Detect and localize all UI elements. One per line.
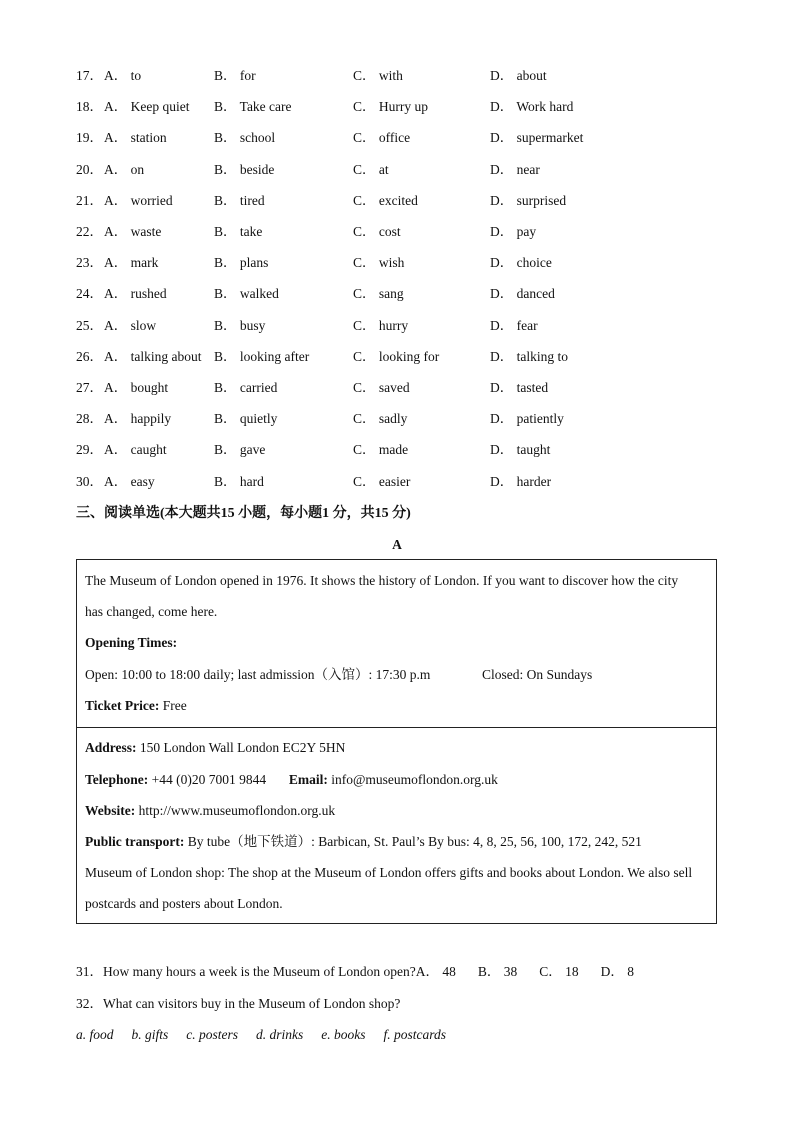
option-c[interactable]: C． made [353, 442, 409, 458]
transport-line [85, 832, 708, 852]
option-c[interactable]: C． cost [353, 224, 401, 239]
choice-item: c. posters [186, 1027, 239, 1042]
option-d[interactable]: D． taught [490, 442, 551, 458]
ticket-price-line [85, 696, 708, 716]
option-c[interactable]: C． easier [353, 473, 411, 489]
option-d[interactable]: D． pay [490, 224, 537, 239]
option-d[interactable]: D． patiently [490, 411, 564, 427]
question-number: 18． [76, 99, 103, 115]
question-number: 21． [76, 192, 103, 208]
option-d[interactable]: D． Work hard [490, 99, 574, 115]
option-a[interactable]: A． worried [104, 192, 173, 208]
option-b[interactable]: B． school [214, 130, 276, 146]
shop-line2: postcards and posters about London. [85, 896, 283, 911]
option-b[interactable]: B． for [214, 68, 256, 83]
question-number: 26． [76, 348, 103, 364]
closed-text: Closed: On Sundays [482, 667, 593, 682]
option-a[interactable]: A． talking about [104, 348, 202, 364]
option-a[interactable]: A． rushed [104, 286, 167, 302]
option-a[interactable]: A． waste [104, 224, 162, 239]
question-number: 27． [76, 380, 103, 395]
choice-item: f. postcards [383, 1027, 447, 1042]
website-line [85, 801, 708, 821]
choice-item: a. food [76, 1027, 114, 1042]
option-a[interactable]: A． mark [104, 255, 159, 271]
telephone-value: +44 (0)20 7001 9844 [148, 772, 267, 787]
option-b[interactable]: B． carried [214, 380, 278, 395]
address-line [85, 738, 708, 758]
question-31-option-a[interactable]: A． 48 [415, 964, 456, 979]
option-b[interactable]: B． take [214, 224, 263, 239]
option-a[interactable]: A． happily [104, 411, 172, 427]
option-a[interactable]: A． station [104, 130, 167, 146]
option-b[interactable]: B． quietly [214, 411, 278, 427]
option-c[interactable]: C． wish [353, 255, 405, 271]
option-a[interactable]: A． Keep quiet [104, 99, 190, 115]
question-31 [76, 962, 634, 982]
option-a[interactable]: A． slow [104, 317, 157, 333]
option-c[interactable]: C． excited [353, 192, 418, 208]
question-32-choices [76, 1025, 464, 1045]
opening-times-heading [85, 633, 708, 653]
shop-line1: Museum of London shop: The shop at the Museum of London offers gifts and books about London. We also sell [85, 865, 693, 880]
option-b[interactable]: B． Take care [214, 99, 292, 115]
question-number: 23． [76, 255, 103, 271]
option-c[interactable]: C． saved [353, 380, 410, 395]
option-b[interactable]: B． beside [214, 161, 275, 177]
option-c[interactable]: C． Hurry up [353, 99, 428, 115]
question-31-option-c[interactable]: C． 18 [539, 964, 579, 979]
ticket-label: Ticket Price: [85, 698, 160, 713]
notice-divider [77, 727, 716, 728]
telephone-label: Telephone: [85, 772, 149, 787]
question-number: 19． [76, 130, 103, 146]
transport-label: Public transport: [85, 834, 185, 849]
email-label: Email: [288, 772, 328, 787]
option-a[interactable]: A． caught [104, 442, 167, 458]
option-b[interactable]: B． looking after [214, 348, 310, 364]
question-32-text: 32．What can visitors buy in the Museum of London shop? [76, 996, 401, 1011]
open-text: Open: 10:00 to 18:00 daily; last admission（入馆）: 17:30 p.m [85, 667, 431, 682]
email-value: info@museumoflondon.org.uk [327, 772, 498, 787]
question-number: 20． [76, 161, 103, 177]
address-label: Address: [85, 740, 137, 755]
choice-item: b. gifts [131, 1027, 169, 1042]
ticket-value: Free [159, 698, 187, 713]
question-number: 30． [76, 473, 103, 489]
option-d[interactable]: D． about [490, 68, 547, 83]
option-d[interactable]: D． near [490, 161, 540, 177]
option-b[interactable]: B． busy [214, 317, 266, 333]
option-c[interactable]: C． office [353, 130, 411, 146]
option-b[interactable]: B． hard [214, 473, 264, 489]
museum-notice-box [76, 559, 717, 924]
option-a[interactable]: A． on [104, 161, 145, 177]
question-number: 22． [76, 224, 103, 239]
option-d[interactable]: D． fear [490, 317, 538, 333]
option-d[interactable]: D． danced [490, 286, 555, 302]
question-number: 29． [76, 442, 103, 458]
option-c[interactable]: C． sang [353, 286, 404, 302]
choice-item: d. drinks [256, 1027, 304, 1042]
question-31-option-d[interactable]: D． 8 [600, 964, 634, 979]
option-b[interactable]: B． plans [214, 255, 269, 271]
question-number: 17． [76, 68, 103, 83]
question-number: 25． [76, 317, 103, 333]
passage-label: A [392, 537, 402, 552]
website-label: Website: [85, 803, 136, 818]
question-31-option-b[interactable]: B． 38 [477, 964, 518, 979]
option-d[interactable]: D． harder [490, 473, 552, 489]
option-c[interactable]: C． with [353, 68, 403, 83]
option-d[interactable]: D． supermarket [490, 130, 584, 146]
question-number: 24． [76, 286, 103, 302]
section-title: 三、阅读单选(本大题共15 小题，每小题1 分，共15 分) [76, 506, 411, 521]
option-b[interactable]: B． tired [214, 192, 265, 208]
choice-item: e. books [321, 1027, 366, 1042]
transport-value: By tube（地下铁道）: Barbican, St. Paul’s By bus: 4, 8, 25, 56, 100, 172, 242, 521 [184, 834, 642, 849]
option-d[interactable]: D． talking to [490, 348, 568, 364]
option-a[interactable]: A． to [104, 68, 142, 83]
question-number: 28． [76, 411, 103, 427]
contact-line [85, 770, 708, 790]
option-c[interactable]: C． at [353, 161, 389, 177]
option-a[interactable]: A． bought [104, 380, 169, 395]
option-a[interactable]: A． easy [104, 473, 155, 489]
question-31-text: 31．How many hours a week is the Museum of London open? [76, 964, 416, 979]
option-b[interactable]: B． walked [214, 286, 279, 302]
option-d[interactable]: D． tasted [490, 380, 549, 395]
opening-times-label: Opening Times: [85, 635, 178, 650]
option-d[interactable]: D． surprised [490, 192, 567, 208]
option-b[interactable]: B． gave [214, 442, 266, 458]
option-c[interactable]: C． hurry [353, 317, 409, 333]
website-link[interactable]: http://www.museumoflondon.org.uk [135, 803, 336, 818]
opening-hours-line [85, 665, 708, 685]
address-value: 150 London Wall London EC2Y 5HN [136, 740, 346, 755]
option-d[interactable]: D． choice [490, 255, 552, 271]
option-c[interactable]: C． looking for [353, 348, 440, 364]
notice-intro-line2: has changed, come here. [85, 604, 218, 619]
notice-intro-line1: The Museum of London opened in 1976. It shows the history of London. If you want to discover how the city [85, 573, 679, 588]
option-c[interactable]: C． sadly [353, 411, 408, 427]
